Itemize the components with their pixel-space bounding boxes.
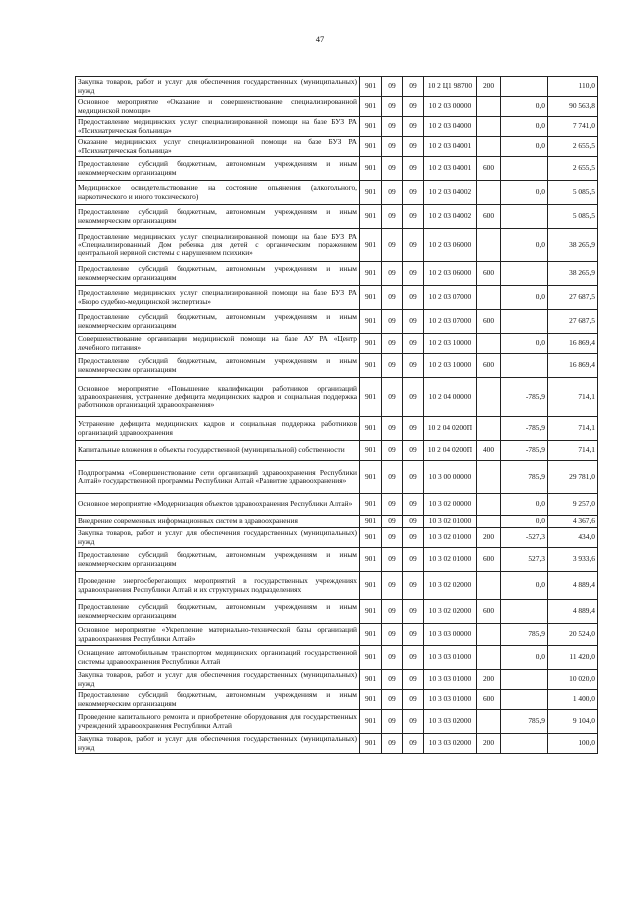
grbs-code: 901 (360, 205, 382, 229)
expense-type-code: 600 (477, 262, 501, 286)
row-name: Основное мероприятие «Повышение квалификации работников организаций здравоохранения, устранение дефицита медицинских кадров и социальная поддержка работников организаций здравоохранения» (76, 378, 360, 417)
expense-type-code (477, 516, 501, 528)
subsection-code: 09 (403, 670, 424, 690)
expense-type-code: 600 (477, 548, 501, 572)
grbs-code: 901 (360, 624, 382, 646)
target-article-code: 10 2 04 0200П (424, 441, 477, 461)
target-article-code: 10 2 03 04000 (424, 117, 477, 137)
section-code: 09 (382, 646, 403, 670)
grbs-code: 901 (360, 286, 382, 310)
target-article-code: 10 2 03 04001 (424, 137, 477, 157)
row-name: Капитальные вложения в объекты государственной (муниципальной) собственности (76, 441, 360, 461)
expense-type-code: 400 (477, 441, 501, 461)
grbs-code: 901 (360, 378, 382, 417)
total-amount: 4 367,6 (548, 516, 598, 528)
subsection-code: 09 (403, 117, 424, 137)
row-name: Основное мероприятие «Модернизация объектов здравоохранения Республики Алтай» (76, 494, 360, 516)
row-name: Предоставление медицинских услуг специализированной помощи на базе БУЗ РА «Психиатрическая больница» (76, 117, 360, 137)
change-amount (501, 670, 548, 690)
expense-type-code: 600 (477, 690, 501, 710)
row-name: Оказание медицинских услуг специализированной помощи на базе БУЗ РА «Психиатрическая больница» (76, 137, 360, 157)
table-row (76, 516, 598, 528)
section-code: 09 (382, 77, 403, 97)
section-code: 09 (382, 734, 403, 754)
table-row (76, 528, 598, 548)
change-amount: 785,9 (501, 624, 548, 646)
budget-table (75, 76, 598, 754)
change-amount (501, 734, 548, 754)
section-code: 09 (382, 528, 403, 548)
section-code: 09 (382, 262, 403, 286)
subsection-code: 09 (403, 441, 424, 461)
expense-type-code: 600 (477, 310, 501, 334)
table-row (76, 441, 598, 461)
table-row (76, 157, 598, 181)
change-amount: -527,3 (501, 528, 548, 548)
subsection-code: 09 (403, 548, 424, 572)
row-name: Предоставление медицинских услуг специализированной помощи на базе БУЗ РА «Специализированный Дом ребенка для детей с органическим поражением центральной нервной системы с нарушением психики» (76, 229, 360, 262)
table-row (76, 600, 598, 624)
total-amount: 714,1 (548, 378, 598, 417)
row-name: Предоставление субсидий бюджетным, автономным учреждениям и иным некоммерческим организациям (76, 262, 360, 286)
table-row (76, 670, 598, 690)
total-amount: 714,1 (548, 441, 598, 461)
expense-type-code (477, 710, 501, 734)
total-amount: 38 265,9 (548, 262, 598, 286)
table-row (76, 310, 598, 334)
subsection-code: 09 (403, 310, 424, 334)
target-article-code: 10 3 03 01000 (424, 646, 477, 670)
table-row (76, 137, 598, 157)
subsection-code: 09 (403, 378, 424, 417)
subsection-code: 09 (403, 354, 424, 378)
expense-type-code (477, 417, 501, 441)
section-code: 09 (382, 417, 403, 441)
section-code: 09 (382, 670, 403, 690)
row-name: Проведение энергосберегающих мероприятий в государственных учреждениях здравоохранения Республики Алтай и их структурных подразделениях (76, 572, 360, 600)
table-row (76, 710, 598, 734)
total-amount: 16 869,4 (548, 334, 598, 354)
subsection-code: 09 (403, 646, 424, 670)
subsection-code: 09 (403, 205, 424, 229)
row-name: Предоставление субсидий бюджетным, автономным учреждениям и иным некоммерческим организациям (76, 548, 360, 572)
section-code: 09 (382, 548, 403, 572)
expense-type-code: 200 (477, 670, 501, 690)
target-article-code: 10 3 03 01000 (424, 670, 477, 690)
section-code: 09 (382, 461, 403, 494)
expense-type-code (477, 137, 501, 157)
total-amount: 434,0 (548, 528, 598, 548)
total-amount: 9 104,0 (548, 710, 598, 734)
subsection-code: 09 (403, 137, 424, 157)
table-row (76, 548, 598, 572)
total-amount: 38 265,9 (548, 229, 598, 262)
total-amount: 4 889,4 (548, 600, 598, 624)
total-amount: 714,1 (548, 417, 598, 441)
row-name: Предоставление медицинских услуг специализированной помощи на базе БУЗ РА «Бюро судебно-медицинской экспертизы» (76, 286, 360, 310)
total-amount: 90 563,8 (548, 97, 598, 117)
grbs-code: 901 (360, 710, 382, 734)
change-amount (501, 690, 548, 710)
section-code: 09 (382, 494, 403, 516)
subsection-code: 09 (403, 624, 424, 646)
target-article-code: 10 2 03 06000 (424, 262, 477, 286)
table-row (76, 461, 598, 494)
target-article-code: 10 2 03 07000 (424, 310, 477, 334)
change-amount: 0,0 (501, 117, 548, 137)
target-article-code: 10 2 03 07000 (424, 286, 477, 310)
grbs-code: 901 (360, 572, 382, 600)
change-amount (501, 354, 548, 378)
row-name: Закупка товаров, работ и услуг для обеспечения государственных (муниципальных) нужд (76, 77, 360, 97)
target-article-code: 10 2 03 06000 (424, 229, 477, 262)
target-article-code: 10 3 02 01000 (424, 548, 477, 572)
total-amount: 5 085,5 (548, 205, 598, 229)
table-row (76, 286, 598, 310)
total-amount: 3 933,6 (548, 548, 598, 572)
row-name: Основное мероприятие «Оказание и совершенствование специализированной медицинской помощи» (76, 97, 360, 117)
subsection-code: 09 (403, 157, 424, 181)
change-amount: 527,3 (501, 548, 548, 572)
section-code: 09 (382, 572, 403, 600)
grbs-code: 901 (360, 670, 382, 690)
section-code: 09 (382, 97, 403, 117)
subsection-code: 09 (403, 229, 424, 262)
target-article-code: 10 2 04 00000 (424, 378, 477, 417)
change-amount (501, 205, 548, 229)
grbs-code: 901 (360, 310, 382, 334)
row-name: Устранение дефицита медицинских кадров и социальная поддержка работников организаций здравоохранения (76, 417, 360, 441)
row-name: Предоставление субсидий бюджетным, автономным учреждениям и иным некоммерческим организациям (76, 354, 360, 378)
target-article-code: 10 2 03 10000 (424, 334, 477, 354)
table-row (76, 690, 598, 710)
table-row (76, 646, 598, 670)
expense-type-code (477, 461, 501, 494)
subsection-code: 09 (403, 181, 424, 205)
grbs-code: 901 (360, 494, 382, 516)
row-name: Оснащение автомобильным транспортом медицинских организаций государственной системы здравоохранения Республики Алтай (76, 646, 360, 670)
table-row (76, 181, 598, 205)
change-amount: 0,0 (501, 494, 548, 516)
section-code: 09 (382, 334, 403, 354)
target-article-code: 10 2 03 04002 (424, 181, 477, 205)
target-article-code: 10 3 03 02000 (424, 710, 477, 734)
target-article-code: 10 2 03 10000 (424, 354, 477, 378)
change-amount: 0,0 (501, 334, 548, 354)
total-amount: 7 741,0 (548, 117, 598, 137)
row-name: Совершенствование организации медицинской помощи на базе АУ РА «Центр лечебного питания» (76, 334, 360, 354)
subsection-code: 09 (403, 461, 424, 494)
expense-type-code (477, 181, 501, 205)
section-code: 09 (382, 354, 403, 378)
change-amount: 0,0 (501, 572, 548, 600)
total-amount: 4 889,4 (548, 572, 598, 600)
grbs-code: 901 (360, 97, 382, 117)
expense-type-code (477, 334, 501, 354)
grbs-code: 901 (360, 229, 382, 262)
expense-type-code (477, 646, 501, 670)
section-code: 09 (382, 181, 403, 205)
grbs-code: 901 (360, 646, 382, 670)
section-code: 09 (382, 441, 403, 461)
expense-type-code: 600 (477, 157, 501, 181)
table-row (76, 205, 598, 229)
target-article-code: 10 3 00 00000 (424, 461, 477, 494)
grbs-code: 901 (360, 441, 382, 461)
change-amount (501, 262, 548, 286)
row-name: Закупка товаров, работ и услуг для обеспечения государственных (муниципальных) нужд (76, 670, 360, 690)
section-code: 09 (382, 710, 403, 734)
expense-type-code: 600 (477, 354, 501, 378)
row-name: Предоставление субсидий бюджетным, автономным учреждениям и иным некоммерческим организациям (76, 205, 360, 229)
row-name: Предоставление субсидий бюджетным, автономным учреждениям и иным некоммерческим организациям (76, 157, 360, 181)
subsection-code: 09 (403, 286, 424, 310)
grbs-code: 901 (360, 334, 382, 354)
row-name: Предоставление субсидий бюджетным, автономным учреждениям и иным некоммерческим организациям (76, 690, 360, 710)
change-amount: -785,9 (501, 378, 548, 417)
row-name: Внедрение современных информационных систем в здравоохранения (76, 516, 360, 528)
total-amount: 1 400,0 (548, 690, 598, 710)
section-code: 09 (382, 310, 403, 334)
grbs-code: 901 (360, 734, 382, 754)
target-article-code: 10 3 03 01000 (424, 690, 477, 710)
grbs-code: 901 (360, 181, 382, 205)
subsection-code: 09 (403, 516, 424, 528)
target-article-code: 10 3 02 02000 (424, 572, 477, 600)
target-article-code: 10 3 03 00000 (424, 624, 477, 646)
section-code: 09 (382, 378, 403, 417)
total-amount: 29 781,0 (548, 461, 598, 494)
row-name: Предоставление субсидий бюджетным, автономным учреждениям и иным некоммерческим организациям (76, 310, 360, 334)
grbs-code: 901 (360, 262, 382, 286)
section-code: 09 (382, 229, 403, 262)
section-code: 09 (382, 205, 403, 229)
change-amount (501, 310, 548, 334)
grbs-code: 901 (360, 354, 382, 378)
subsection-code: 09 (403, 77, 424, 97)
expense-type-code: 600 (477, 205, 501, 229)
row-name: Предоставление субсидий бюджетным, автономным учреждениям и иным некоммерческим организациям (76, 600, 360, 624)
expense-type-code: 200 (477, 734, 501, 754)
target-article-code: 10 3 02 02000 (424, 600, 477, 624)
change-amount: 785,9 (501, 710, 548, 734)
subsection-code: 09 (403, 262, 424, 286)
total-amount: 5 085,5 (548, 181, 598, 205)
grbs-code: 901 (360, 157, 382, 181)
subsection-code: 09 (403, 690, 424, 710)
subsection-code: 09 (403, 710, 424, 734)
total-amount: 110,0 (548, 77, 598, 97)
expense-type-code (477, 572, 501, 600)
subsection-code: 09 (403, 334, 424, 354)
section-code: 09 (382, 137, 403, 157)
expense-type-code (477, 117, 501, 137)
subsection-code: 09 (403, 734, 424, 754)
target-article-code: 10 2 04 0200П (424, 417, 477, 441)
subsection-code: 09 (403, 417, 424, 441)
change-amount: 0,0 (501, 646, 548, 670)
table-row (76, 262, 598, 286)
table-row (76, 117, 598, 137)
expense-type-code (477, 286, 501, 310)
section-code: 09 (382, 690, 403, 710)
table-row (76, 354, 598, 378)
target-article-code: 10 2 03 04001 (424, 157, 477, 181)
expense-type-code (477, 229, 501, 262)
target-article-code: 10 3 02 01000 (424, 516, 477, 528)
change-amount: -785,9 (501, 441, 548, 461)
section-code: 09 (382, 516, 403, 528)
target-article-code: 10 2 03 04002 (424, 205, 477, 229)
subsection-code: 09 (403, 97, 424, 117)
row-name: Подпрограмма «Совершенствование сети организаций здравоохранения Республики Алтай» государственной программы Республики Алтай «Развитие здравоохранения» (76, 461, 360, 494)
expense-type-code (477, 378, 501, 417)
table-row (76, 229, 598, 262)
change-amount (501, 600, 548, 624)
target-article-code: 10 3 03 02000 (424, 734, 477, 754)
row-name: Закупка товаров, работ и услуг для обеспечения государственных (муниципальных) нужд (76, 734, 360, 754)
total-amount: 2 655,5 (548, 157, 598, 181)
table-row (76, 572, 598, 600)
section-code: 09 (382, 286, 403, 310)
total-amount: 10 020,0 (548, 670, 598, 690)
target-article-code: 10 3 02 00000 (424, 494, 477, 516)
subsection-code: 09 (403, 528, 424, 548)
total-amount: 100,0 (548, 734, 598, 754)
row-name: Медицинское освидетельствование на состояние опьянения (алкогольного, наркотического и иного токсического) (76, 181, 360, 205)
grbs-code: 901 (360, 600, 382, 624)
change-amount: 0,0 (501, 137, 548, 157)
grbs-code: 901 (360, 417, 382, 441)
expense-type-code: 600 (477, 600, 501, 624)
change-amount: 785,9 (501, 461, 548, 494)
table-body (76, 77, 598, 754)
row-name: Проведение капитального ремонта и приобретение оборудования для государственных учреждений здравоохранения Республики Алтай (76, 710, 360, 734)
table-row (76, 624, 598, 646)
grbs-code: 901 (360, 548, 382, 572)
table-row (76, 77, 598, 97)
total-amount: 9 257,0 (548, 494, 598, 516)
section-code: 09 (382, 157, 403, 181)
change-amount: 0,0 (501, 97, 548, 117)
page-number: 47 (315, 34, 325, 44)
table-row (76, 334, 598, 354)
section-code: 09 (382, 117, 403, 137)
row-name: Основное мероприятие «Укрепление материально-технической базы организаций здравоохранения Республики Алтай» (76, 624, 360, 646)
table-row (76, 97, 598, 117)
change-amount (501, 77, 548, 97)
expense-type-code: 200 (477, 528, 501, 548)
change-amount: 0,0 (501, 516, 548, 528)
change-amount: 0,0 (501, 286, 548, 310)
table-row (76, 494, 598, 516)
grbs-code: 901 (360, 461, 382, 494)
total-amount: 27 687,5 (548, 286, 598, 310)
total-amount: 11 420,0 (548, 646, 598, 670)
subsection-code: 09 (403, 600, 424, 624)
table-row (76, 734, 598, 754)
change-amount: 0,0 (501, 181, 548, 205)
change-amount: 0,0 (501, 229, 548, 262)
subsection-code: 09 (403, 572, 424, 600)
total-amount: 27 687,5 (548, 310, 598, 334)
change-amount: -785,9 (501, 417, 548, 441)
target-article-code: 10 2 03 00000 (424, 97, 477, 117)
change-amount (501, 157, 548, 181)
total-amount: 20 524,0 (548, 624, 598, 646)
target-article-code: 10 3 02 01000 (424, 528, 477, 548)
subsection-code: 09 (403, 494, 424, 516)
grbs-code: 901 (360, 117, 382, 137)
grbs-code: 901 (360, 528, 382, 548)
table-row (76, 417, 598, 441)
expense-type-code (477, 97, 501, 117)
grbs-code: 901 (360, 690, 382, 710)
expense-type-code (477, 494, 501, 516)
total-amount: 16 869,4 (548, 354, 598, 378)
target-article-code: 10 2 Ц1 98700 (424, 77, 477, 97)
row-name: Закупка товаров, работ и услуг для обеспечения государственных (муниципальных) нужд (76, 528, 360, 548)
expense-type-code (477, 624, 501, 646)
section-code: 09 (382, 624, 403, 646)
section-code: 09 (382, 600, 403, 624)
table-row (76, 378, 598, 417)
grbs-code: 901 (360, 516, 382, 528)
total-amount: 2 655,5 (548, 137, 598, 157)
grbs-code: 901 (360, 77, 382, 97)
expense-type-code: 200 (477, 77, 501, 97)
grbs-code: 901 (360, 137, 382, 157)
